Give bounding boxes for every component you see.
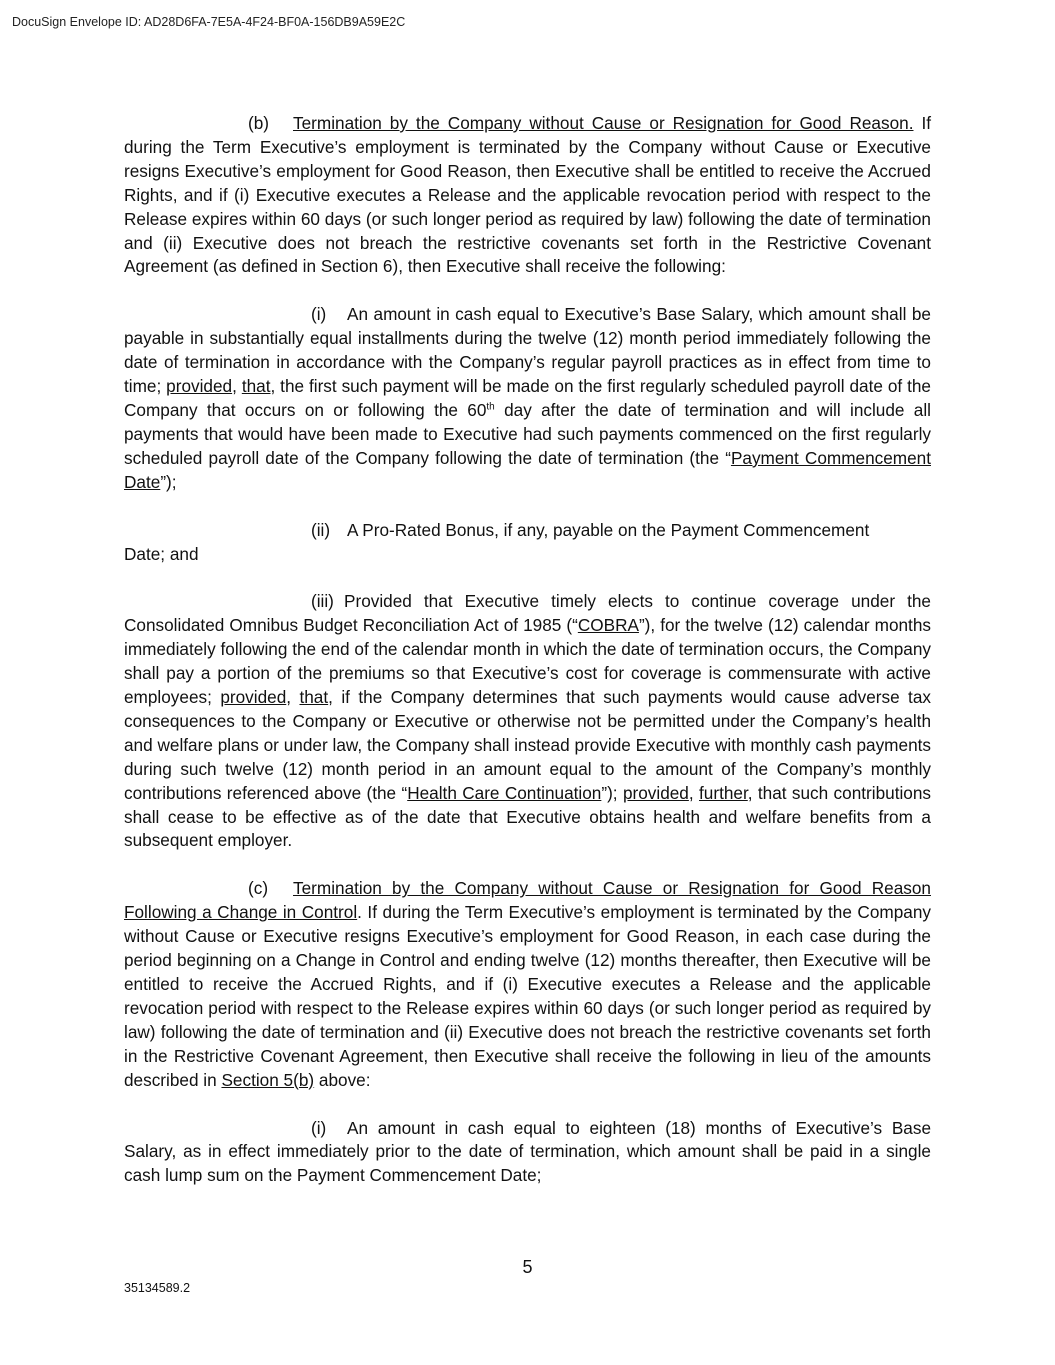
item-b-i-text: An amount in cash equal to Executive’s Base Salary, which amount shall be payable in substantially equal installments during the twelve (12) month period immediately following the date of termination in accordance with the Company’s regular payroll practices as in effect from time to time; (124, 304, 931, 397)
cobra-term: COBRA (577, 615, 639, 636)
separator: , (232, 376, 242, 397)
item-b-iii-text: ”), for the twelve (12) calendar months immediately following the end of the calendar month in which the date of termination occurs, the Company shall pay a portion of the premiums so that Executive’s cost for coverage is commensurate with active employees; (124, 615, 931, 708)
item-b-i-text: day after the date of termination and will include all payments that would have been made to Executive had such payments commenced on the first regularly scheduled payroll date of the Company following the date of termination (the “ (124, 399, 931, 468)
item-b-i-label: (i) (311, 304, 327, 325)
item-c-i-paragraph (124, 1117, 931, 1189)
document-body (124, 112, 931, 1188)
provided-term: provided (622, 782, 689, 803)
provided-term: provided (220, 687, 287, 708)
section-b-label: (b) (248, 113, 270, 133)
section-c-heading: Termination by the Company without Cause or Resignation for Good Reason Following a Change in Control (124, 878, 931, 923)
item-b-iii-text: , if the Company determines that such payments would cause adverse tax consequences to the Company or Executive or otherwise not be permitted under the Company’s health and welfare plans or under law, the Company shall instead provide Executive with monthly cash payments during such twelve (12) month period in an amount equal to the amount of the Company’s monthly contributions referenced above (the “ (124, 687, 931, 803)
item-b-i-paragraph (124, 303, 931, 494)
document-id: 35134589.2 (124, 1281, 191, 1295)
further-term: further (699, 782, 748, 803)
health-care-continuation-term: Health Care Continuation (407, 782, 602, 803)
section-b-paragraph (124, 112, 931, 279)
item-b-ii-label: (ii) (311, 519, 331, 540)
item-b-iii-text: ”); (601, 782, 623, 803)
payment-commencement-date-term: Payment Commencement Date (124, 447, 931, 492)
section-c-label: (c) (248, 878, 269, 899)
item-c-i-label: (i) (311, 1117, 327, 1138)
item-b-ii-line (124, 519, 931, 543)
section-c-paragraph (124, 877, 931, 1092)
provided-term: provided (166, 376, 233, 397)
item-b-i-text: ”); (160, 471, 177, 492)
separator: , (688, 782, 700, 803)
item-b-iii-paragraph (124, 590, 931, 853)
item-b-ii-paragraph (124, 519, 931, 567)
section-5b-reference: Section 5(b) (221, 1069, 315, 1090)
item-c-i-text: An amount in cash equal to eighteen (18) months of Executive’s Base Salary, as in effect immediately prior to the date of termination, which amount shall be paid in a single cash lump sum on the Payment Commencement Date; (124, 1117, 931, 1186)
item-b-ii-continuation: Date; and (124, 543, 199, 564)
item-b-iii-text: , that such contributions shall cease to be effective as of the date that Executive obtains health and welfare benefits from a subsequent employer. (124, 782, 932, 851)
section-c-text: above: (314, 1069, 371, 1090)
that-term: that (241, 376, 271, 397)
item-b-iii-label: (iii) (311, 591, 334, 612)
section-c-text: . If during the Term Executive’s employment is terminated by the Company without Cause or Executive resigns Executive’s employment for Good Reason, in each case during the period beginning on a Change in Control and ending twelve (12) months thereafter, then Executive will be entitled to receive the Accrued Rights, and if (i) Executive executes a Release and the applicable revocation period with respect to the Release expires within 60 days (or such longer period as required by law) following the date of termination and (ii) Executive does not breach the restrictive covenants set forth in the Restrictive Covenant Agreement, then Executive shall receive the following in lieu of the amounts described in (124, 902, 931, 1090)
separator: , (286, 687, 300, 708)
ordinal-suffix: th (486, 401, 495, 413)
item-b-i-text: , the first such payment will be made on the first regularly scheduled payroll date of the Company that occurs on or following the 60 (124, 376, 931, 420)
docusign-envelope-id: DocuSign Envelope ID: AD28D6FA-7E5A-4F24-BF0A-156DB9A59E2C (12, 15, 406, 29)
page-number: 5 (522, 1257, 533, 1277)
item-b-iii-text: Provided that Executive timely elects to continue coverage under the Consolidated Omnibus Budget Reconciliation Act of 1985 (“ (124, 591, 931, 636)
section-b-text: If during the Term Executive’s employment is terminated by the Company without Cause or Executive resigns Executive’s employment for Good Reason, then Executive shall be entitled to receive the Accrued Rights, and if (i) Executive executes a Release and the applicable revocation period with respect to the Release expires within 60 days (or such longer period as required by law) following the date of termination and (ii) Executive does not breach the restrictive covenants set forth in the Restrictive Covenant Agreement (as defined in Section 6), then Executive shall receive the following: (124, 113, 932, 277)
that-term: that (299, 687, 329, 708)
section-b-heading: Termination by the Company without Cause or Resignation for Good Reason. (293, 113, 914, 133)
item-b-ii-text: A Pro-Rated Bonus, if any, payable on the Payment Commencement (347, 519, 870, 540)
